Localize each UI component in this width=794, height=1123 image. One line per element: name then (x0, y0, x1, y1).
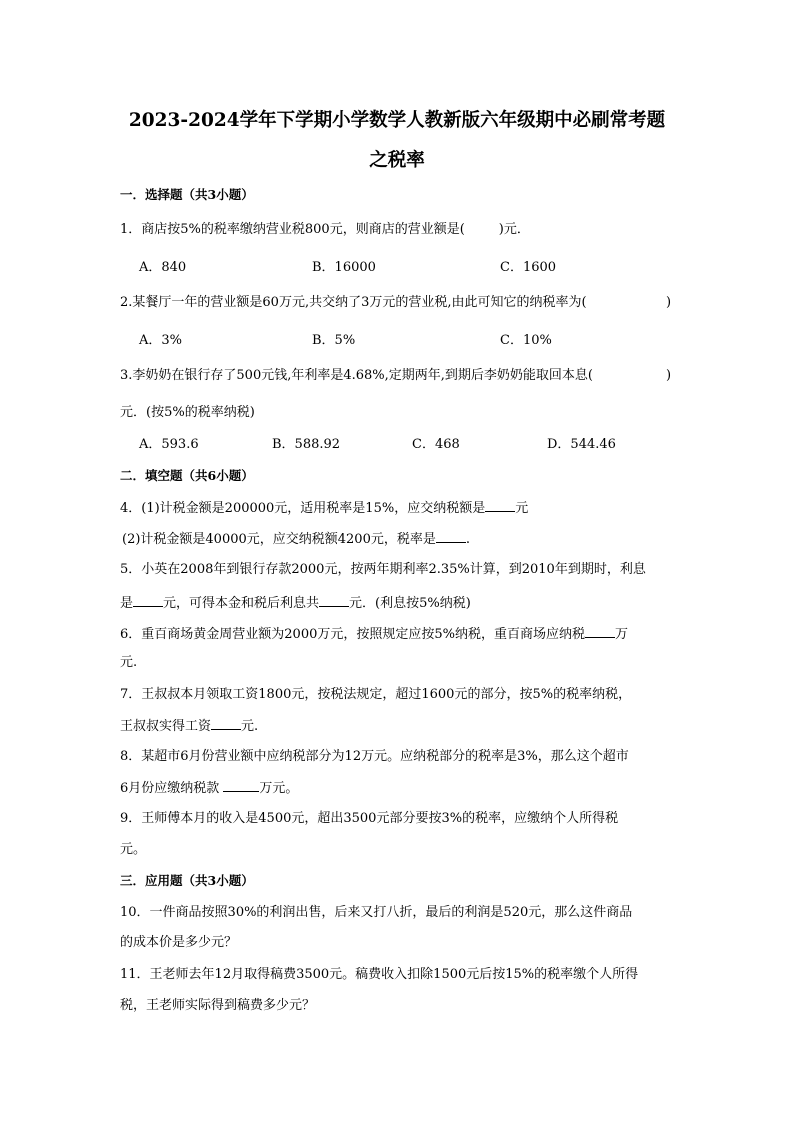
q3-option-c: C．468 (412, 437, 460, 452)
section-heading-fill: 二．填空题（共6小题） (120, 468, 254, 483)
q3-option-a: A．593.6 (139, 437, 199, 452)
question-7-unit: 元. (241, 719, 259, 734)
page-title-line2: 之税率 (369, 150, 425, 171)
question-4-part2-text: (2)计税金额是40000元，应交纳税额4200元，税率是 (122, 532, 436, 547)
answer-blank (223, 778, 259, 792)
question-6-text: 6．重百商场黄金周营业额为2000万元，按照规定应按5%纳税，重百商场应纳税 (120, 627, 585, 642)
question-5-line1: 5．小英在2008年到银行存款2000元，按两年期利率2.35%计算，到2010年到期时，利息 (120, 562, 646, 577)
q1-option-b: B．16000 (312, 260, 376, 275)
question-4-text: 4．(1)计税金额是200000元，适用税率是15%，应交纳税额是 (120, 501, 486, 516)
question-11-line1: 11．王老师去年12月取得稿费3500元。稿费收入扣除1500元后按15%的税率缴个人所得 (120, 967, 639, 982)
question-6-unit: 万 (614, 627, 628, 642)
question-9-line2: 元。 (120, 842, 147, 857)
q1-option-c: C．1600 (500, 260, 557, 275)
answer-blank (436, 529, 466, 543)
answer-blank (319, 593, 349, 607)
question-3-paren-end: ) (666, 368, 672, 383)
question-2 (120, 294, 587, 312)
question-10-line2: 的成本价是多少元？ (120, 935, 238, 950)
question-5-text-b: 元，可得本金和税后利息共 (163, 596, 320, 611)
section-heading-choice: 一．选择题（共3小题） (120, 187, 254, 202)
question-1-text: 1．商店按5%的税率缴纳营业税800元，则商店的营业额是( (120, 222, 465, 237)
q3-option-d: D．544.46 (547, 437, 616, 452)
q2-option-b: B．5% (312, 333, 356, 348)
answer-blank (485, 498, 515, 512)
question-9-line1: 9．王师傅本月的收入是4500元，超出3500元部分要按3%的税率，应缴纳个人所得税 (120, 811, 619, 826)
question-4-line1 (120, 498, 528, 518)
question-6-line2: 元. (120, 655, 138, 670)
answer-blank (585, 624, 615, 638)
page-title-line1: 2023-2024学年下学期小学数学人教新版六年级期中必刷常考题 (128, 110, 666, 131)
question-5-text-c: 元．(利息按5%纳税) (349, 596, 471, 611)
question-8-text: 6月份应缴纳税款 (120, 781, 224, 796)
question-6-line1 (120, 624, 628, 644)
question-8-unit: 万元。 (259, 781, 299, 796)
question-2-paren-end: ) (666, 295, 672, 310)
question-4-part2-end: . (465, 532, 470, 547)
question-11-line2: 税，王老师实际得到稿费多少元？ (120, 998, 316, 1013)
question-3-line2: 元．(按5%的税率纳税) (120, 405, 255, 420)
q3-option-b: B．588.92 (272, 437, 341, 452)
answer-blank (133, 593, 163, 607)
question-7-line1: 7．王叔叔本月领取工资1800元，按税法规定，超过1600元的部分，按5%的税率纳税， (120, 687, 632, 702)
question-3-line1: 3.李奶奶在银行存了500元钱,年利率是4.68%,定期两年,到期后李奶奶能取回本息( (120, 368, 593, 383)
q2-option-a: A．3% (139, 333, 183, 348)
question-1 (120, 221, 530, 239)
question-1-text-end: )元． (498, 222, 530, 237)
question-10-line1: 10．一件商品按照30%的利润出售，后来又打八折，最后的利润是520元，那么这件商品 (120, 905, 633, 920)
q1-option-a: A．840 (139, 260, 187, 275)
question-4-line2 (122, 529, 470, 549)
question-7-line2 (120, 716, 258, 736)
question-8-line1: 8．某超市6月份营业额中应纳税部分为12万元。应纳税部分的税率是3%，那么这个超市 (120, 749, 629, 764)
answer-blank (211, 716, 241, 730)
question-5-line2 (120, 593, 471, 613)
question-2-text: 2.某餐厅一年的营业额是60万元,共交纳了3万元的营业税,由此可知它的纳税率为( (120, 295, 587, 310)
section-heading-application: 三．应用题（共3小题） (120, 873, 254, 888)
question-8-line2 (120, 778, 298, 798)
question-5-text-a: 是 (120, 596, 134, 611)
question-7-text: 王叔叔实得工资 (120, 719, 212, 734)
q2-option-c: C．10% (500, 333, 552, 348)
question-4-unit: 元 (515, 501, 529, 516)
